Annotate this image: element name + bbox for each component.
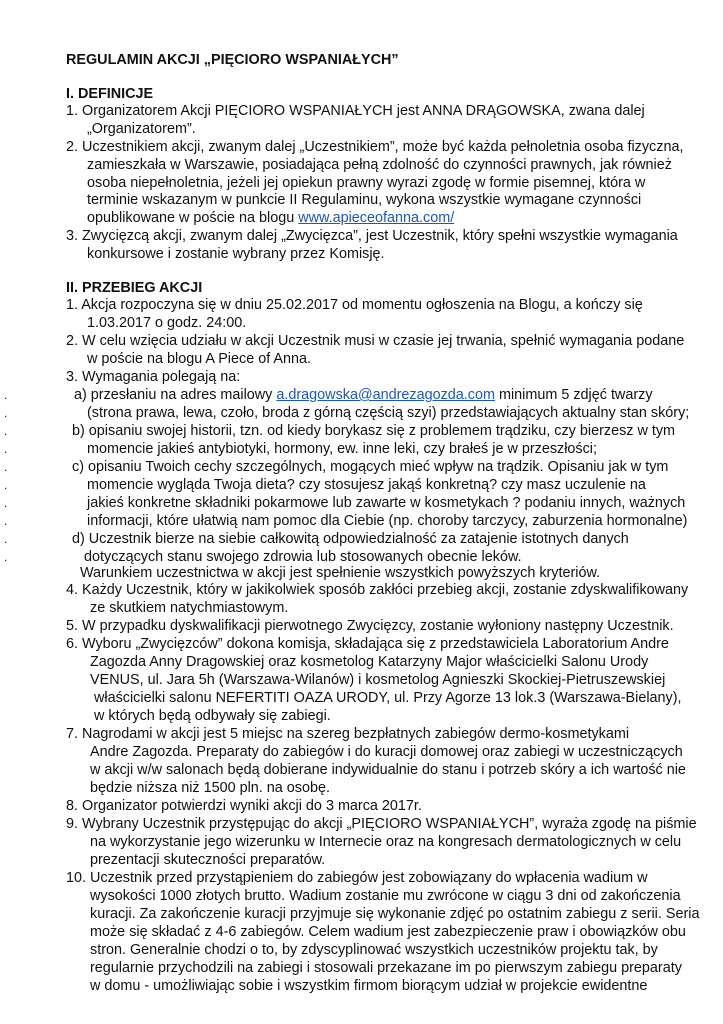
procedure-7-line4: będzie niższa niż 1500 pln. na osobę. — [90, 780, 331, 796]
margin-dot: . — [4, 532, 8, 546]
requirement-a-text: a) przesłaniu na adres mailowy — [74, 387, 277, 403]
requirement-a-text-end: minimum 5 zdjęć twarzy — [494, 387, 653, 403]
blog-link[interactable]: www.apieceofanna.com/ — [298, 210, 455, 226]
definition-1-line2: „Organizatorem”. — [87, 121, 196, 137]
requirement-c-line1: c) opisaniu Twoich cechy szczególnych, mogących mieć wpływ na trądzik. Opisaniu jak w tym — [72, 459, 669, 475]
document-title: REGULAMIN AKCJI „PIĘCIORO WSPANIAŁYCH” — [66, 52, 399, 68]
section-heading-definitions: I. DEFINICJE — [66, 86, 154, 102]
margin-dot: . — [4, 424, 8, 438]
margin-dot: . — [4, 388, 8, 402]
procedure-2-line2: w poście na blogu A Piece of Anna. — [87, 351, 312, 367]
procedure-6-line5: w których będą odbywały się zabiegi. — [94, 708, 331, 724]
requirement-c-line4: informacji, które ułatwią nam pomoc dla Ciebie (np. choroby tarczycy, zaburzenia hormonalne) — [87, 513, 688, 529]
requirement-a-line1 — [74, 387, 653, 404]
procedure-7-line1: 7. Nagrodami w akcji jest 5 miejsc na szereg bezpłatnych zabiegów dermo-kosmetykami — [66, 726, 630, 742]
margin-dot: . — [4, 442, 8, 456]
procedure-3-line1: 3. Wymagania polegają na: — [66, 369, 241, 385]
definition-3-line1: 3. Zwycięzcą akcji, zwanym dalej „Zwycięzca”, jest Uczestnik, który spełni wszystkie wymagania — [66, 228, 678, 244]
margin-dot: . — [4, 406, 8, 420]
procedure-2-line1: 2. W celu wzięcia udziału w akcji Uczestnik musi w czasie jej trwania, spełnić wymagania podane — [66, 333, 685, 349]
margin-dot: . — [4, 496, 8, 510]
procedure-7-line2: Andre Zagozda. Preparaty do zabiegów i do kuracji domowej oraz zabiegi w uczestniczących — [90, 744, 683, 760]
procedure-6-line3: VENUS, ul. Jara 5h (Warszawa-Wilanów) i kosmetolog Agnieszki Skockiej-Pietruszewskiej — [90, 672, 666, 688]
procedure-1-line2: 1.03.2017 o godz. 24:00. — [87, 315, 247, 331]
procedure-10-line1: 10. Uczestnik przed przystąpieniem do zabiegów jest zobowiązany do wpłacenia wadium w — [66, 870, 648, 886]
procedure-10-line5: stron. Generalnie chodzi o to, by zdyscyplinować wszystkich uczestników projektu tak, by — [90, 942, 658, 958]
procedure-10-line2: wysokości 1000 złotych brutto. Wadium zostanie mu zwrócone w ciągu 3 dni od zakończenia — [90, 888, 681, 904]
definition-2-line2: zamieszkała w Warszawie, posiadająca pełną zdolność do czynności prawnych, jak również — [87, 157, 672, 173]
procedure-10-line4: może się składać z 4-6 zabiegów. Celem wadium jest zabezpieczenie praw i obowiązków obu — [90, 924, 686, 940]
participation-condition: Warunkiem uczestnictwa w akcji jest spełnienie wszystkich powyższych kryteriów. — [80, 565, 601, 581]
margin-dot: . — [4, 550, 8, 564]
definition-2-text: opublikowane w poście na blogu — [87, 210, 299, 226]
definition-2-line5 — [87, 210, 454, 227]
requirement-b-line1: b) opisaniu swojej historii, tzn. od kiedy borykasz się z problemem trądziku, czy bierzesz w tym — [72, 423, 676, 439]
margin-dot: . — [4, 514, 8, 528]
procedure-5-line1: 5. W przypadku dyskwalifikacji pierwotnego Zwycięzcy, zostanie wyłoniony następny Uczestnik. — [66, 618, 674, 634]
procedure-9-line2: na wykorzystanie jego wizerunku w Internecie oraz na kongresach dermatologicznych w celu — [90, 834, 682, 850]
procedure-10-line7: w domu - umożliwiając sobie i wszystkim firmom biorącym udział w projekcie ewidentne — [90, 978, 648, 994]
procedure-4-line1: 4. Każdy Uczestnik, który w jakikolwiek sposób zakłóci przebieg akcji, zostanie zdyskwalifikowany — [66, 582, 689, 598]
procedure-4-line2: ze skutkiem natychmiastowym. — [90, 600, 289, 616]
definition-2-line1: 2. Uczestnikiem akcji, zwanym dalej „Uczestnikiem”, może być każda pełnoletnia osoba fizyczna, — [66, 139, 684, 155]
requirement-a-line2: (strona prawa, lewa, czoło, broda z górną częścią szyi) przedstawiających aktualny stan skóry; — [87, 405, 690, 421]
definition-2-line3: osoba niepełnoletnia, jeżeli jej opiekun prawny wyrazi zgodę w formie pisemnej, która w — [87, 175, 646, 191]
definition-2-line4: terminie wskazanym w punkcie II Regulaminu, wykona wszystkie wymagane czynności — [87, 192, 642, 208]
definition-3-line2: konkursowe i zostanie wybrany przez Komisję. — [87, 246, 385, 262]
procedure-8-line1: 8. Organizator potwierdzi wyniki akcji do 3 marca 2017r. — [66, 798, 422, 814]
requirement-c-line3: jakieś konkretne składniki pokarmowe lub zawarte w kosmetykach ? podaniu innych, ważnych — [87, 495, 686, 511]
requirement-c-line2: momencie wygląda Twoja dieta? czy stosujesz jakąś konkretną? czy masz uczulenie na — [87, 477, 646, 493]
procedure-7-line3: w akcji w/w salonach będą dobierane indywidualnie do stanu i potrzeb skóry a ich wartość nie — [90, 762, 686, 778]
procedure-9-line1: 9. Wybrany Uczestnik przystępując do akcji „PIĘCIORO WSPANIAŁYCH”, wyraża zgodę na piśmie — [66, 816, 697, 832]
procedure-6-line1: 6. Wyboru „Zwycięzców” dokona komisja, składająca się z przedstawiciela Laboratorium Andre — [66, 636, 669, 652]
procedure-10-line3: kuracji. Za zakończenie kuracji przyjmuje się wykonanie zdjęć po ostatnim zabiegu z serii. Seria — [90, 906, 700, 922]
procedure-9-line3: prezentacji skuteczności preparatów. — [90, 852, 326, 868]
procedure-6-line4: właścicielki salonu NEFERTITI OAZA URODY, ul. Przy Agorze 13 lok.3 (Warszawa-Bielany), — [94, 690, 682, 706]
procedure-1-line1: 1. Akcja rozpoczyna się w dniu 25.02.2017 od momentu ogłoszenia na Blogu, a kończy się — [66, 297, 643, 313]
requirement-b-line2: momencie jakieś antybiotyki, hormony, ew. inne leki, czy brałeś je w przeszłości; — [87, 441, 598, 457]
email-link[interactable]: a.dragowska@andrezagozda.com — [276, 387, 495, 403]
margin-dot: . — [4, 460, 8, 474]
margin-dot: . — [4, 478, 8, 492]
procedure-6-line2: Zagozda Anny Dragowskiej oraz kosmetolog Katarzyny Major właścicielki Salonu Urody — [90, 654, 649, 670]
definition-1-line1: 1. Organizatorem Akcji PIĘCIORO WSPANIAŁYCH jest ANNA DRĄGOWSKA, zwana dalej — [66, 103, 645, 119]
requirement-d-line2: dotyczących stanu swojego zdrowia lub stosowanych obecnie leków. — [84, 549, 522, 565]
requirement-d-line1: d) Uczestnik bierze na siebie całkowitą odpowiedzialność za zatajenie istotnych danych — [72, 531, 629, 547]
procedure-10-line6: regularnie przychodzili na zabiegi i stosowali przekazane im po pierwszym zabiegu preparaty — [90, 960, 682, 976]
section-heading-procedure: II. PRZEBIEG AKCJI — [66, 280, 203, 296]
